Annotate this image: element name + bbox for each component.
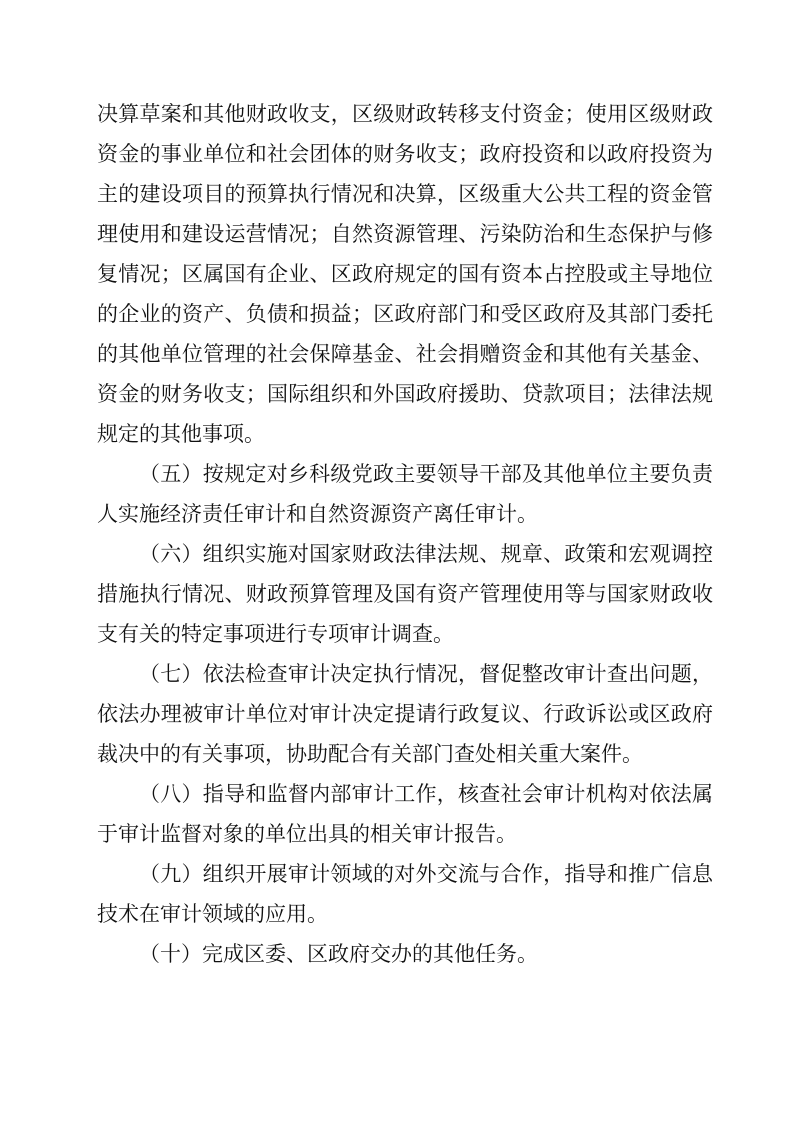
paragraph-line: 的企业的资产、负债和损益；区政府部门和受区政府及其部门委托 [97, 302, 713, 326]
paragraph-line: 依法办理被审计单位对审计决定提请行政复议、行政诉讼或区政府 [97, 702, 713, 726]
paragraph-line: 主的建设项目的预算执行情况和决算，区级重大公共工程的资金管 [97, 182, 713, 206]
paragraph-line: 裁决中的有关事项，协助配合有关部门查处相关重大案件。 [97, 742, 643, 766]
paragraph-line: 支有关的特定事项进行专项审计调查。 [97, 622, 454, 646]
paragraph-first-line: （八）指导和监督内部审计工作，核查社会审计机构对依法属 [139, 782, 713, 806]
paragraph-first-line: （七）依法检查审计决定执行情况，督促整改审计查出问题， [139, 662, 713, 686]
paragraph-line: 资金的财务收支；国际组织和外国政府援助、贷款项目；法律法规 [97, 382, 713, 406]
paragraph-line: 于审计监督对象的单位出具的相关审计报告。 [97, 822, 517, 846]
paragraph-line: 复情况；区属国有企业、区政府规定的国有资本占控股或主导地位 [97, 262, 713, 286]
paragraph-line: 措施执行情况、财政预算管理及国有资产管理使用等与国家财政收 [97, 582, 713, 606]
paragraph-line: 人实施经济责任审计和自然资源资产离任审计。 [97, 502, 538, 526]
paragraph-line: 资金的事业单位和社会团体的财务收支；政府投资和以政府投资为 [97, 142, 713, 166]
paragraph-line: 规定的其他事项。 [97, 422, 265, 446]
paragraph-first-line: （九）组织开展审计领域的对外交流与合作，指导和推广信息 [139, 862, 713, 886]
paragraph-first-line: （五）按规定对乡科级党政主要领导干部及其他单位主要负责 [139, 462, 713, 486]
document-page [97, 94, 713, 974]
paragraph-first-line: （十）完成区委、区政府交办的其他任务。 [139, 942, 538, 966]
paragraph-line: 决算草案和其他财政收支，区级财政转移支付资金；使用区级财政 [97, 102, 713, 126]
paragraph-line: 技术在审计领域的应用。 [97, 902, 328, 926]
paragraph-first-line: （六）组织实施对国家财政法律法规、规章、政策和宏观调控 [139, 542, 713, 566]
paragraph-line: 理使用和建设运营情况；自然资源管理、污染防治和生态保护与修 [97, 222, 713, 246]
paragraph-line: 的其他单位管理的社会保障基金、社会捐赠资金和其他有关基金、 [97, 342, 713, 366]
